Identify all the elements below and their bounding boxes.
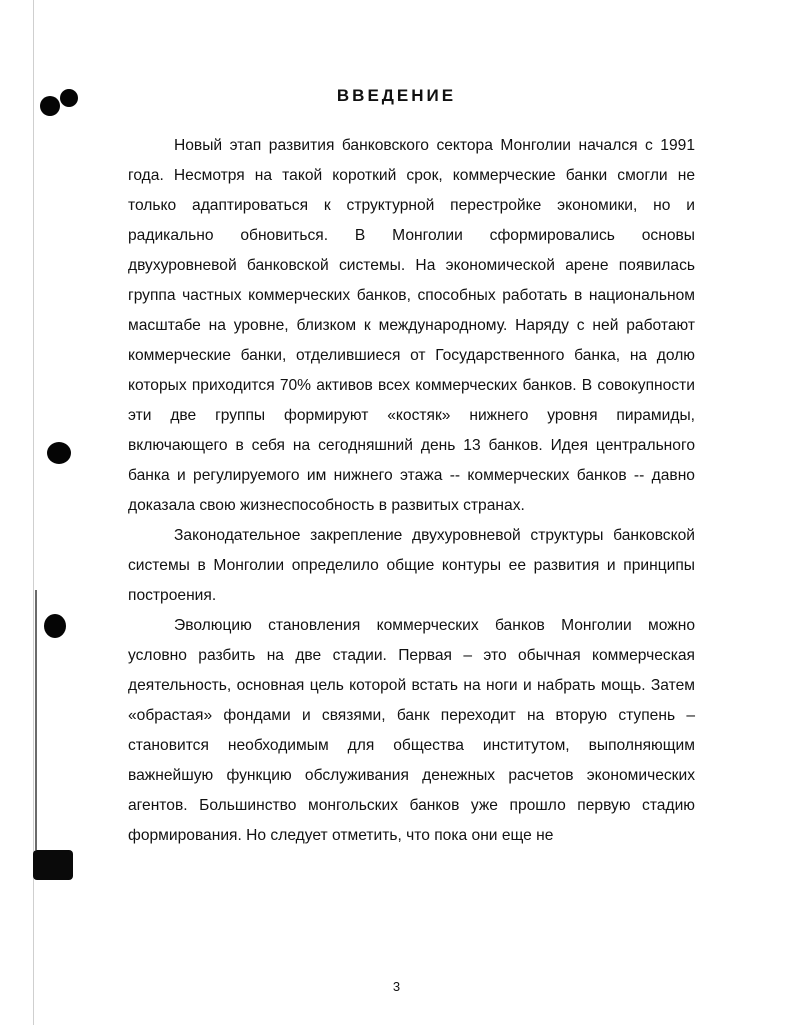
paragraph: Законодательное закрепление двухуровневой структуры банковской системы в Монголии определило общие контуры ее развития и принципы построения. xyxy=(128,527,695,604)
body-text xyxy=(128,131,695,851)
page-number: 3 xyxy=(392,979,401,994)
scan-edge-speck xyxy=(33,850,73,880)
scan-edge-speck xyxy=(35,590,37,850)
punch-hole xyxy=(44,614,66,638)
paragraph: Новый этап развития банковского сектора Монголии начался с 1991 года. Несмотря на такой короткий срок, коммерческие банки смогли не только адаптироваться к структурной перестройке экономики, но и радикально обновиться. В Монголии сформировались основы двухуровневой банковской системы. На экономической арене появилась группа частных коммерческих банков, способных работать в национальном масштабе на уровне, близком к международному. Наряду с ней работают коммерческие банки, отделившиеся от Государственного банка, на долю которых приходится 70% активов всех коммерческих банков. В совокупности эти две группы формируют «костяк» нижнего уровня пирамиды, включающего в себя на сегодняшний день 13 банков. Идея центрального банка и регулируемого им нижнего этажа -- коммерческих банков -- давно доказала свою жизнеспособность в развитых странах. xyxy=(128,137,695,514)
page-title: ВВЕДЕНИЕ xyxy=(336,86,457,105)
punch-hole xyxy=(47,442,71,464)
paragraph: Эволюцию становления коммерческих банков Монголии можно условно разбить на две стадии. Первая – это обычная коммерческая деятельность, основная цель которой встать на ноги и набрать мощь. Затем «обрастая» фондами и связями, банк переходит на вторую ступень – становится необходимым для общества институтом, выполняющим важнейшую функцию обслуживания денежных расчетов экономических агентов. Большинство монгольских банков уже прошло первую стадию формирования. Но следует отметить, что пока они еще не xyxy=(128,617,695,844)
